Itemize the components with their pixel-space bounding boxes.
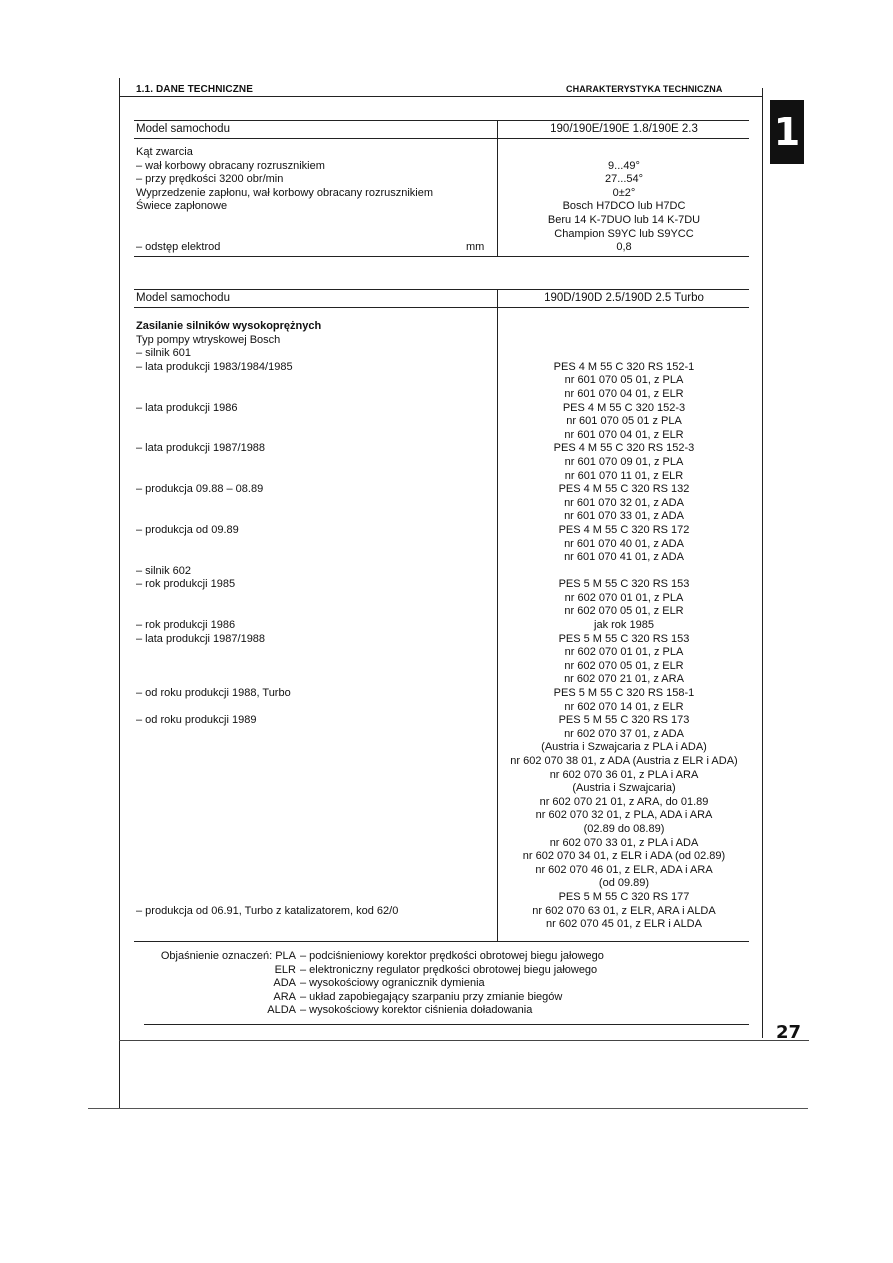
table-row bbox=[136, 415, 398, 429]
table-row bbox=[136, 891, 398, 905]
table-row: Beru 14 K-7DUO lub 14 K-7DU bbox=[547, 213, 701, 226]
table-row: – lata produkcji 1987/1988 bbox=[136, 442, 266, 455]
footer-rule bbox=[119, 1040, 809, 1041]
table1-divider bbox=[497, 120, 498, 256]
table1-right-column bbox=[500, 146, 748, 255]
table-row: Bosch H7DCO lub H7DC bbox=[562, 200, 686, 213]
table-row: – silnik 602 bbox=[136, 564, 192, 577]
table-row: nr 602 070 46 01, z ELR, ADA i ARA bbox=[535, 863, 713, 876]
table-row bbox=[136, 782, 398, 796]
table-row bbox=[500, 565, 748, 579]
table-row: PES 5 M 55 C 320 RS 153 bbox=[558, 632, 690, 645]
table-row: nr 602 070 32 01, z PLA, ADA i ARA bbox=[535, 809, 713, 822]
legend-item bbox=[0, 1004, 604, 1018]
table-row: – od roku produkcji 1989 bbox=[136, 714, 257, 727]
table-row: nr 601 070 41 01, z ADA bbox=[564, 551, 684, 564]
table-row: 9...49° bbox=[608, 159, 640, 172]
unit-mm: mm bbox=[466, 241, 485, 253]
table2-left-column bbox=[136, 320, 398, 918]
table-row bbox=[136, 538, 398, 552]
table-row bbox=[136, 388, 398, 402]
legend bbox=[0, 950, 604, 1018]
table-row bbox=[136, 823, 398, 837]
table2-bottom-rule bbox=[134, 941, 749, 942]
legend-abbr: ELR bbox=[274, 963, 296, 976]
table-row: nr 602 070 21 01, z ARA bbox=[564, 673, 684, 686]
legend-desc: – wysokościowy korektor ciśnienia doładowania bbox=[300, 1004, 533, 1017]
table-row: nr 601 070 04 01, z ELR bbox=[564, 387, 684, 400]
legend-item bbox=[0, 950, 604, 964]
table-row: nr 602 070 01 01, z PLA bbox=[564, 591, 684, 604]
table-row bbox=[136, 850, 398, 864]
table-row bbox=[136, 877, 398, 891]
table2-right-header: 190D/190D 2.5/190D 2.5 Turbo bbox=[544, 292, 704, 304]
legend-abbr: ALDA bbox=[267, 1004, 296, 1017]
table-row bbox=[136, 673, 398, 687]
table-row: jak rok 1985 bbox=[594, 619, 654, 632]
table2-header-rule bbox=[134, 307, 749, 308]
table-row: nr 602 070 05 01, z ELR bbox=[564, 605, 684, 618]
table-row bbox=[500, 347, 748, 361]
legend-item bbox=[0, 991, 604, 1005]
chapter-tab: 1 bbox=[770, 100, 804, 164]
table-row bbox=[136, 796, 398, 810]
table-row: Typ pompy wtryskowej Bosch bbox=[136, 333, 281, 346]
table-row: nr 602 070 21 01, z ARA, do 01.89 bbox=[539, 795, 709, 808]
table-row: nr 601 070 11 01, z ELR bbox=[564, 469, 684, 482]
table-row: nr 601 070 04 01, z ELR bbox=[564, 428, 684, 441]
table-row: nr 602 070 37 01, z ADA bbox=[564, 727, 684, 740]
table1-top-rule bbox=[134, 120, 749, 121]
table-row: – produkcja od 06.91, Turbo z katalizatorem, kod 62/0 bbox=[136, 904, 399, 917]
legend-item bbox=[0, 964, 604, 978]
table-row bbox=[136, 755, 398, 769]
table-row bbox=[136, 497, 398, 511]
table1-bottom-rule bbox=[134, 256, 749, 257]
table-row: PES 5 M 55 C 320 RS 177 bbox=[558, 890, 690, 903]
legend-desc: – elektroniczny regulator prędkości obrotowej biegu jałowego bbox=[300, 963, 598, 976]
table-row: nr 602 070 34 01, z ELR i ADA (od 02.89) bbox=[522, 850, 726, 863]
table-row: PES 4 M 55 C 320 152-3 bbox=[562, 401, 686, 414]
table-row: (Austria i Szwajcaria) bbox=[572, 782, 676, 795]
table-row bbox=[500, 334, 748, 348]
table-row: PES 4 M 55 C 320 RS 152-3 bbox=[553, 442, 695, 455]
header-right: CHARAKTERYSTYKA TECHNICZNA bbox=[566, 84, 723, 94]
table-row: Kąt zwarcia bbox=[136, 146, 193, 158]
table-row: nr 601 070 09 01, z PLA bbox=[564, 455, 684, 468]
table-row: nr 602 070 36 01, z PLA i ARA bbox=[549, 768, 699, 781]
table-row bbox=[136, 592, 398, 606]
table-row: PES 5 M 55 C 320 RS 173 bbox=[558, 714, 690, 727]
table-row: PES 5 M 55 C 320 RS 158-1 bbox=[553, 687, 695, 700]
table1-right-header: 190/190E/190E 1.8/190E 2.3 bbox=[550, 123, 698, 135]
table2-top-rule bbox=[134, 289, 749, 290]
header-left: 1.1. DANE TECHNICZNE bbox=[136, 84, 254, 95]
table-row: – przy prędkości 3200 obr/min bbox=[136, 173, 284, 186]
table-row: – lata produkcji 1987/1988 bbox=[136, 632, 266, 645]
legend-desc: – podciśnieniowy korektor prędkości obrotowej biegu jałowego bbox=[300, 950, 604, 962]
table-row bbox=[136, 214, 433, 228]
table-row bbox=[136, 510, 398, 524]
table1-left-header: Model samochodu bbox=[136, 123, 230, 135]
legend-desc: – układ zapobiegający szarpaniu przy zmianie biegów bbox=[300, 990, 563, 1003]
table-row bbox=[136, 809, 398, 823]
page-number: 27 bbox=[776, 1022, 802, 1043]
table-row: nr 601 070 33 01, z ADA bbox=[564, 510, 684, 523]
table-row: PES 4 M 55 C 320 RS 172 bbox=[558, 523, 690, 536]
table-row: (od 09.89) bbox=[598, 877, 650, 890]
table-row: PES 4 M 55 C 320 RS 132 bbox=[558, 483, 690, 496]
legend-abbr: ADA bbox=[273, 977, 296, 990]
table-row bbox=[136, 646, 398, 660]
legend-bottom-rule bbox=[144, 1024, 749, 1025]
table-row: Champion S9YC lub S9YCC bbox=[554, 227, 694, 240]
table-row: Świece zapłonowe bbox=[136, 200, 228, 213]
table-row bbox=[136, 551, 398, 565]
table-row: (02.89 do 08.89) bbox=[583, 822, 665, 835]
table-row bbox=[136, 864, 398, 878]
page-right-border bbox=[762, 88, 763, 1038]
table-row bbox=[136, 470, 398, 484]
table-row: – silnik 601 bbox=[136, 347, 192, 360]
table-row: nr 601 070 05 01, z PLA bbox=[564, 374, 684, 387]
legend-desc: – wysokościowy ogranicznik dymienia bbox=[300, 977, 485, 990]
table-row bbox=[136, 228, 433, 242]
table-row: – lata produkcji 1983/1984/1985 bbox=[136, 360, 293, 373]
table1-left-column bbox=[136, 146, 433, 255]
table-row: nr 602 070 45 01, z ELR i ALDA bbox=[546, 918, 702, 931]
table-row bbox=[500, 320, 748, 334]
table-row: Wyprzedzenie zapłonu, wał korbowy obracany rozrusznikiem bbox=[136, 186, 434, 199]
table-row: nr 601 070 05 01 z PLA bbox=[566, 415, 682, 428]
table-row bbox=[136, 728, 398, 742]
table-row: – odstęp elektrod bbox=[136, 241, 221, 254]
table-row: nr 602 070 38 01, z ADA (Austria z ELR i ADA) bbox=[510, 755, 738, 767]
table-row bbox=[136, 741, 398, 755]
table-row bbox=[136, 429, 398, 443]
table-row: – produkcja od 09.89 bbox=[136, 523, 239, 536]
legend-item bbox=[0, 977, 604, 991]
table-row bbox=[136, 605, 398, 619]
table-row: – lata produkcji 1986 bbox=[136, 401, 238, 414]
table-row bbox=[136, 456, 398, 470]
table-row: PES 4 M 55 C 320 RS 152-1 bbox=[553, 360, 695, 373]
table-row bbox=[136, 837, 398, 851]
table2-right-column bbox=[500, 320, 748, 932]
table-row: nr 601 070 32 01, z ADA bbox=[564, 496, 684, 509]
table-row bbox=[136, 701, 398, 715]
table-row: – wał korbowy obracany rozrusznikiem bbox=[136, 159, 325, 172]
table-row: nr 602 070 05 01, z ELR bbox=[564, 659, 684, 672]
table-row: nr 602 070 63 01, z ELR, ARA i ALDA bbox=[532, 904, 716, 917]
table-row: nr 602 070 14 01, z ELR bbox=[564, 700, 684, 713]
table-row: 27...54° bbox=[604, 173, 644, 186]
table-row bbox=[500, 146, 748, 160]
table-row: 0,8 bbox=[616, 241, 632, 254]
table-row: nr 602 070 33 01, z PLA i ADA bbox=[549, 836, 699, 849]
table-row: nr 601 070 40 01, z ADA bbox=[564, 537, 684, 550]
table-row: (Austria i Szwajcaria z PLA i ADA) bbox=[541, 741, 707, 754]
bottom-rule bbox=[88, 1108, 808, 1109]
table-row: 0±2° bbox=[612, 186, 636, 199]
table-row: PES 5 M 55 C 320 RS 153 bbox=[558, 578, 690, 591]
legend-abbr: ARA bbox=[273, 990, 296, 1003]
table-row: – rok produkcji 1985 bbox=[136, 578, 236, 591]
header-rule bbox=[119, 96, 763, 97]
table-row bbox=[136, 660, 398, 674]
table-row: – od roku produkcji 1988, Turbo bbox=[136, 687, 291, 700]
table-row: Zasilanie silników wysokoprężnych bbox=[136, 320, 322, 332]
table2-left-header: Model samochodu bbox=[136, 292, 230, 304]
table-row: – rok produkcji 1986 bbox=[136, 619, 236, 632]
table2-divider bbox=[497, 289, 498, 941]
table-row bbox=[136, 769, 398, 783]
table-row: nr 602 070 01 01, z PLA bbox=[564, 646, 684, 659]
legend-abbr: Objaśnienie oznaczeń: PLA bbox=[160, 950, 296, 962]
table-row bbox=[136, 374, 398, 388]
table1-header-rule bbox=[134, 138, 749, 139]
table-row: – produkcja 09.88 – 08.89 bbox=[136, 483, 264, 496]
